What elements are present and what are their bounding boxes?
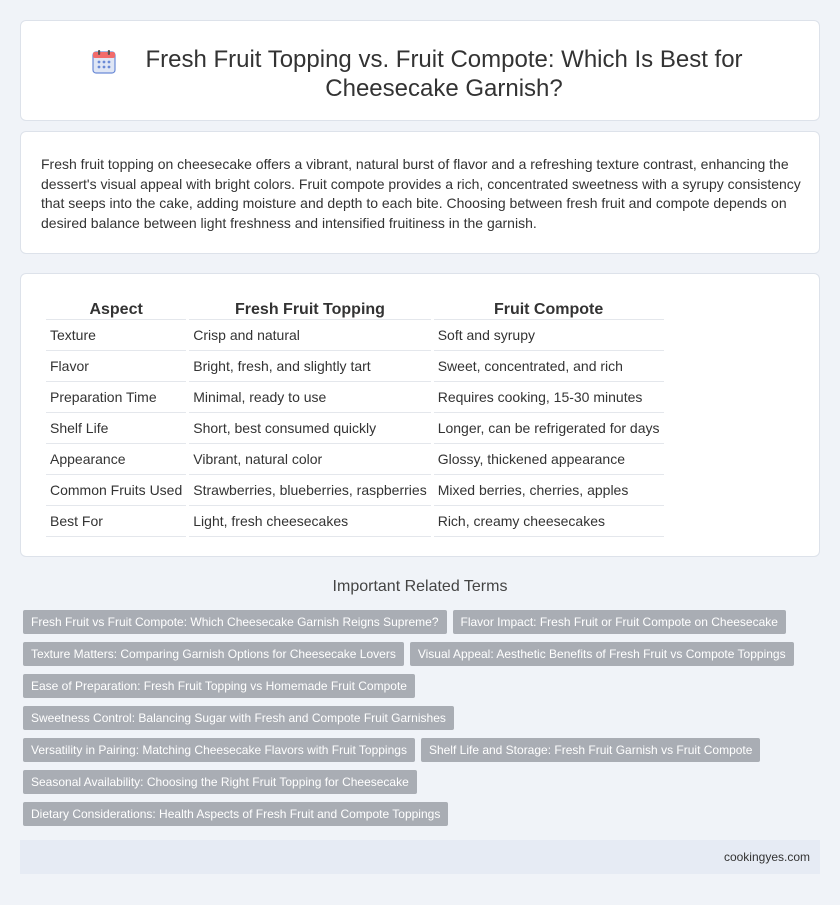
header-compote: Fruit Compote [434,296,664,320]
table-cell: Vibrant, natural color [189,444,430,475]
related-term-tag[interactable]: Dietary Considerations: Health Aspects of Fresh Fruit and Compote Toppings [23,802,448,826]
table-cell: Crisp and natural [189,320,430,351]
table-header-row [46,296,664,320]
table-cell: Strawberries, blueberries, raspberries [189,475,430,506]
footer-site: cookingyes.com [723,850,810,864]
related-term-tag[interactable]: Ease of Preparation: Fresh Fruit Topping vs Homemade Fruit Compote [23,674,415,698]
table-row [46,320,664,351]
table-cell: Rich, creamy cheesecakes [434,506,664,537]
table-cell: Requires cooking, 15-30 minutes [434,382,664,413]
related-term-tag[interactable]: Visual Appeal: Aesthetic Benefits of Fresh Fruit vs Compote Toppings [410,642,794,666]
table-cell: Longer, can be refrigerated for days [434,413,664,444]
tag-row [23,610,803,642]
related-term-tag[interactable]: Fresh Fruit vs Fruit Compote: Which Cheesecake Garnish Reigns Supreme? [23,610,447,634]
table-row [46,444,664,475]
tag-row [23,802,803,834]
table-cell: Mixed berries, cherries, apples [434,475,664,506]
table-row [46,413,664,444]
comparison-table [43,296,667,537]
table-cell: Bright, fresh, and slightly tart [189,351,430,382]
related-term-tag[interactable]: Versatility in Pairing: Matching Cheesecake Flavors with Fruit Toppings [23,738,415,762]
tag-row [23,706,803,738]
table-cell: Minimal, ready to use [189,382,430,413]
table-row [46,382,664,413]
table-row [46,475,664,506]
tag-row [23,738,803,770]
title-wrap [21,45,819,103]
related-term-tag[interactable]: Flavor Impact: Fresh Fruit or Fruit Compote on Cheesecake [453,610,786,634]
related-terms-title: Important Related Terms [332,578,508,595]
calendar-icon [91,49,117,75]
related-term-tag[interactable]: Shelf Life and Storage: Fresh Fruit Garnish vs Fruit Compote [421,738,760,762]
intro-paragraph: Fresh fruit topping on cheesecake offers a vibrant, natural burst of flavor and a refreshing texture contrast, enhancing the dessert's visual appeal with bright colors. Fruit compote provides a rich, concentrated sweetness with a syrupy consistency that seeps into the cake, adding moisture and depth to each bite. Choosing between fresh fruit and compote depends on desired balance between light freshness and intensified fruitiness in the garnish. [41,156,801,231]
table-row [46,506,664,537]
table-cell: Common Fruits Used [46,475,186,506]
comparison-card [20,273,820,557]
table-cell: Preparation Time [46,382,186,413]
header-fresh-fruit: Fresh Fruit Topping [189,296,430,320]
footer [20,840,820,874]
header-aspect: Aspect [46,296,186,320]
page-title: Fresh Fruit Topping vs. Fruit Compote: Which Is Best for Cheesecake Garnish? [145,46,743,102]
related-term-tag[interactable]: Seasonal Availability: Choosing the Right Fruit Topping for Cheesecake [23,770,417,794]
table-cell: Light, fresh cheesecakes [189,506,430,537]
tag-row [23,674,803,706]
related-terms-list [23,610,803,834]
tag-row [23,642,803,674]
related-term-tag[interactable]: Texture Matters: Comparing Garnish Options for Cheesecake Lovers [23,642,404,666]
table-cell: Flavor [46,351,186,382]
related-term-tag[interactable]: Sweetness Control: Balancing Sugar with Fresh and Compote Fruit Garnishes [23,706,454,730]
tag-row [23,770,803,802]
table-cell: Texture [46,320,186,351]
table-cell: Sweet, concentrated, and rich [434,351,664,382]
header-card [20,20,820,121]
table-cell: Short, best consumed quickly [189,413,430,444]
intro-card [20,131,820,254]
table-cell: Glossy, thickened appearance [434,444,664,475]
table-body [46,320,664,537]
table-cell: Shelf Life [46,413,186,444]
table-row [46,351,664,382]
table-cell: Soft and syrupy [434,320,664,351]
table-cell: Appearance [46,444,186,475]
table-cell: Best For [46,506,186,537]
